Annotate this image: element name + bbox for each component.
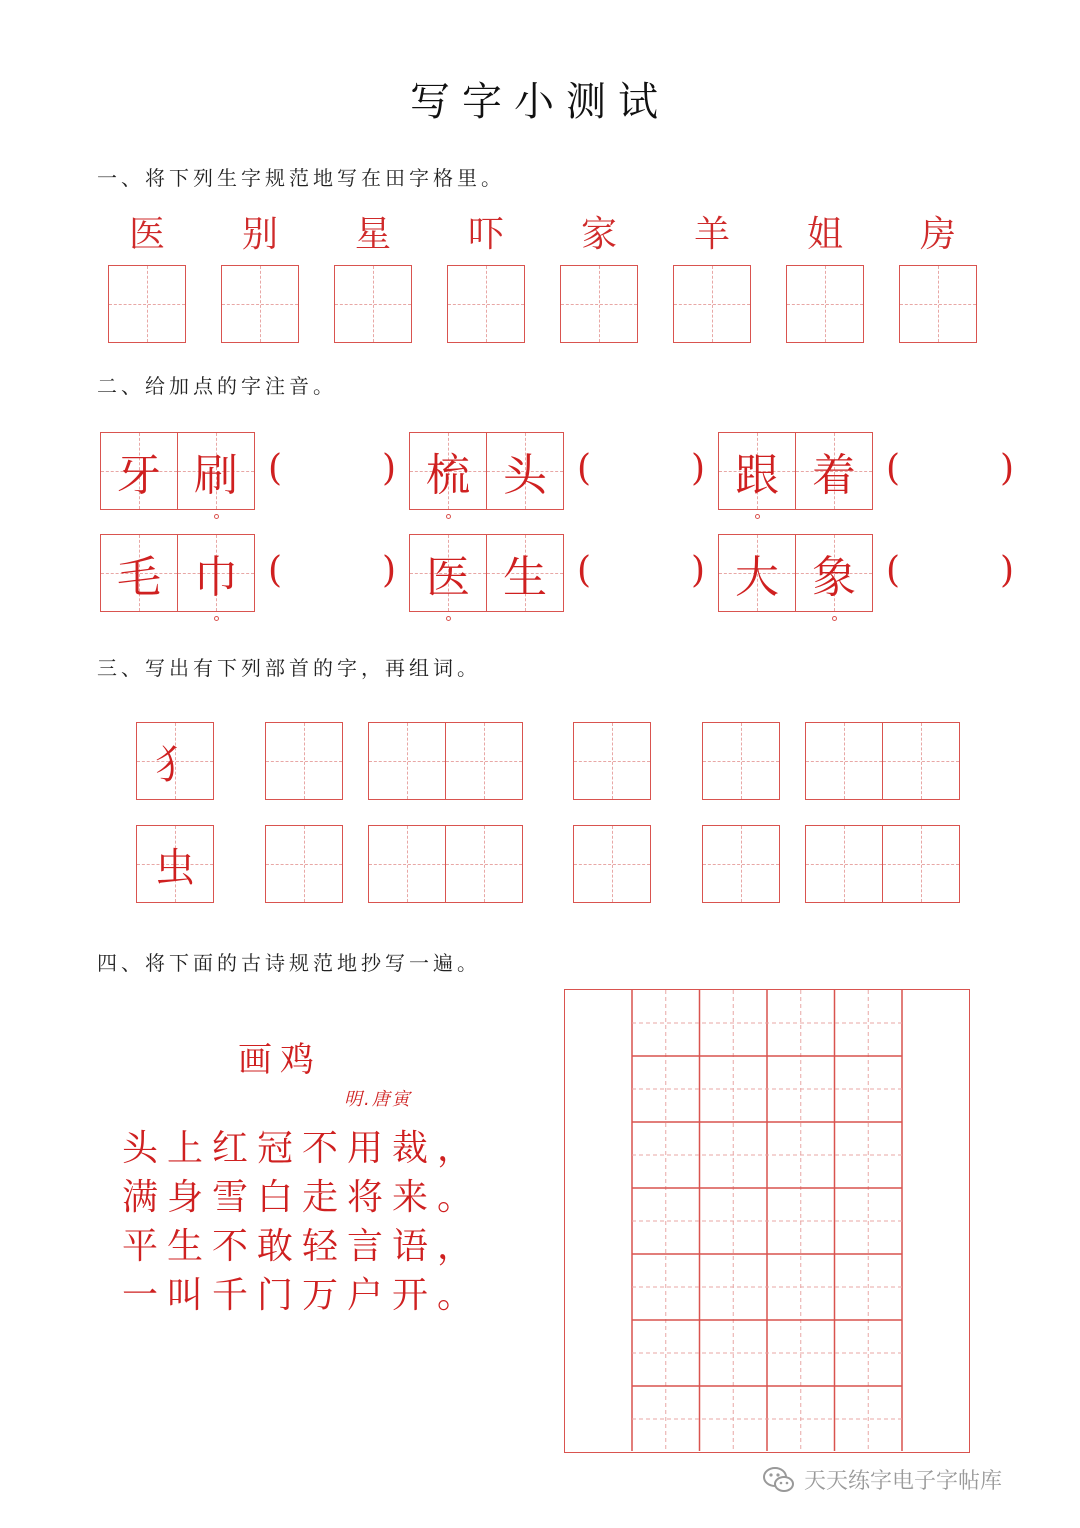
emphasis-dot	[214, 616, 219, 621]
paren-close: )	[1000, 550, 1015, 591]
word-box	[100, 534, 178, 612]
writing-box[interactable]	[445, 825, 523, 903]
section1-char: 吓	[467, 214, 504, 255]
word-box	[486, 432, 564, 510]
word-box	[718, 534, 796, 612]
section2-heading: 二、给加点的字注音。	[97, 374, 337, 398]
poem-line: 一叫千门万户开。	[122, 1275, 483, 1316]
watermark-text: 天天练字电子字帖库	[804, 1469, 1003, 1494]
writing-box[interactable]	[265, 722, 343, 800]
writing-box[interactable]	[786, 265, 864, 343]
word-char: 象	[812, 552, 856, 603]
paren-close: )	[691, 550, 706, 591]
pinyin-input[interactable]	[595, 438, 685, 504]
writing-box[interactable]	[573, 722, 651, 800]
wechat-icon	[762, 1465, 796, 1495]
word-box	[409, 432, 487, 510]
paren-close: )	[691, 448, 706, 489]
section1-char: 羊	[693, 214, 730, 255]
word-box	[795, 432, 873, 510]
word-char: 梳	[426, 450, 470, 501]
word-char: 刷	[194, 450, 238, 501]
paren-open: (	[577, 550, 592, 591]
paren-close: )	[382, 448, 397, 489]
pinyin-input[interactable]	[286, 438, 376, 504]
radical-box	[136, 722, 214, 800]
emphasis-dot	[446, 514, 451, 519]
pinyin-input[interactable]	[595, 540, 685, 606]
writing-box[interactable]	[702, 825, 780, 903]
writing-box[interactable]	[882, 825, 960, 903]
section1-char: 房	[919, 214, 956, 255]
word-box	[409, 534, 487, 612]
pinyin-input[interactable]	[904, 540, 994, 606]
watermark	[762, 1464, 1002, 1495]
emphasis-dot	[755, 514, 760, 519]
writing-box[interactable]	[805, 722, 883, 800]
writing-box[interactable]	[560, 265, 638, 343]
section1-char: 医	[128, 214, 165, 255]
writing-box[interactable]	[368, 825, 446, 903]
emphasis-dot	[214, 514, 219, 519]
writing-box[interactable]	[221, 265, 299, 343]
writing-box[interactable]	[899, 265, 977, 343]
word-box	[177, 534, 255, 612]
radical-char: 虫	[155, 844, 195, 891]
page-title: 写字小测试	[410, 79, 670, 125]
writing-box[interactable]	[702, 722, 780, 800]
word-char: 头	[503, 450, 547, 501]
radical-char: 犭	[155, 741, 195, 788]
section3-heading: 三、写出有下列部首的字，再组词。	[97, 656, 481, 680]
word-char: 牙	[117, 450, 161, 501]
word-char: 跟	[735, 450, 779, 501]
section1-char: 别	[241, 214, 278, 255]
pinyin-input[interactable]	[904, 438, 994, 504]
word-char: 生	[503, 552, 547, 603]
section1-heading: 一、将下列生字规范地写在田字格里。	[97, 166, 505, 190]
word-char: 大	[735, 552, 779, 603]
writing-box[interactable]	[334, 265, 412, 343]
poem-line: 平生不敢轻言语，	[122, 1226, 483, 1267]
word-char: 巾	[194, 552, 238, 603]
writing-box[interactable]	[673, 265, 751, 343]
writing-box[interactable]	[805, 825, 883, 903]
word-box	[718, 432, 796, 510]
paren-open: (	[577, 448, 592, 489]
writing-box[interactable]	[882, 722, 960, 800]
section1-char: 姐	[806, 214, 843, 255]
poem-line: 满身雪白走将来。	[122, 1177, 483, 1218]
paren-close: )	[382, 550, 397, 591]
word-char: 着	[812, 450, 856, 501]
word-box	[177, 432, 255, 510]
radical-box	[136, 825, 214, 903]
word-char: 医	[426, 552, 470, 603]
paren-open: (	[886, 448, 901, 489]
section1-char: 家	[580, 214, 617, 255]
writing-box[interactable]	[265, 825, 343, 903]
paren-close: )	[1000, 448, 1015, 489]
writing-box[interactable]	[447, 265, 525, 343]
writing-box[interactable]	[445, 722, 523, 800]
word-box	[100, 432, 178, 510]
paren-open: (	[268, 550, 283, 591]
poem-author: 明.唐寅	[344, 1089, 412, 1110]
emphasis-dot	[832, 616, 837, 621]
pinyin-input[interactable]	[286, 540, 376, 606]
word-box	[795, 534, 873, 612]
poem-line: 头上红冠不用裁，	[122, 1128, 483, 1169]
copy-sheet-grid	[565, 990, 968, 1451]
writing-box[interactable]	[573, 825, 651, 903]
section1-char: 星	[354, 214, 391, 255]
word-box	[486, 534, 564, 612]
writing-box[interactable]	[108, 265, 186, 343]
emphasis-dot	[446, 616, 451, 621]
poem-title: 画鸡	[238, 1040, 322, 1080]
section4-heading: 四、将下面的古诗规范地抄写一遍。	[97, 951, 481, 975]
word-char: 毛	[117, 552, 161, 603]
paren-open: (	[268, 448, 283, 489]
paren-open: (	[886, 550, 901, 591]
writing-box[interactable]	[368, 722, 446, 800]
copy-sheet[interactable]	[564, 989, 970, 1453]
